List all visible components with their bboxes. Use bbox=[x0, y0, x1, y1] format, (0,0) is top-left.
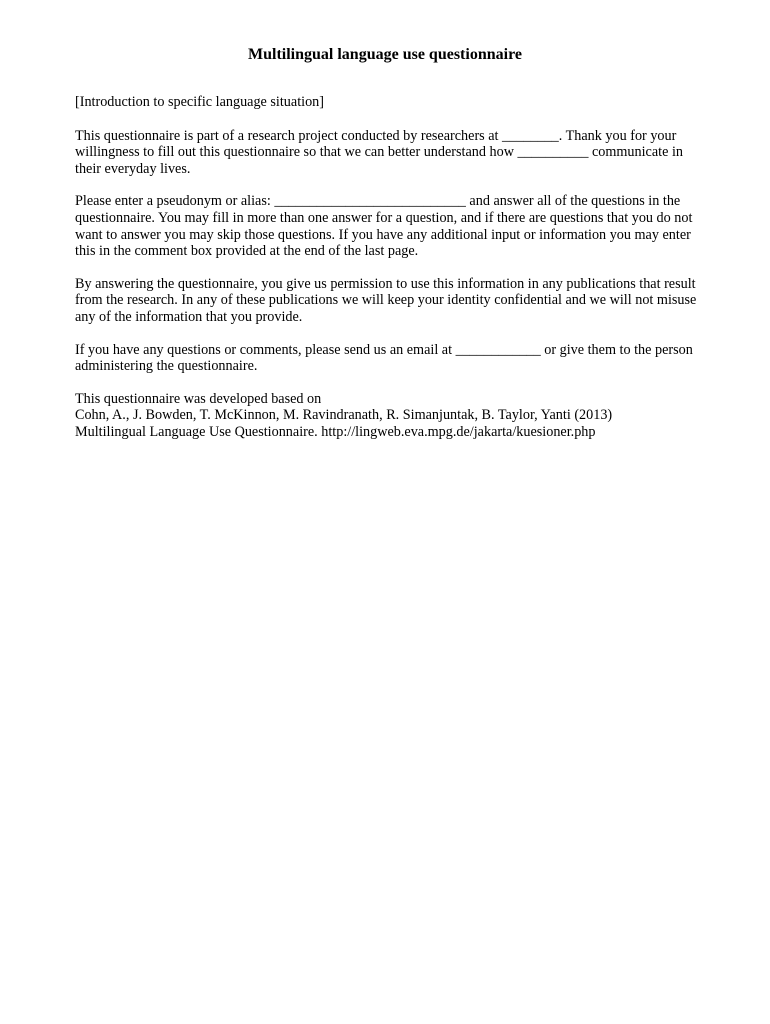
reference-source: Multilingual Language Use Questionnaire. http://lingweb.eva.mpg.de/jakarta/kuesioner.php bbox=[75, 423, 596, 440]
paragraph-contact: If you have any questions or comments, please send us an email at ____________ or give them to the person administering the questionnaire. bbox=[75, 341, 693, 375]
reference-block bbox=[75, 391, 700, 441]
reference-authors: Cohn, A., J. Bowden, T. McKinnon, M. Ravindranath, R. Simanjuntak, B. Taylor, Yanti (2013) bbox=[75, 407, 613, 424]
document-body bbox=[75, 94, 700, 441]
paragraph-pseudonym-instructions: Please enter a pseudonym or alias: ___________________________ and answer all of the questions in the questionnaire. You may fill in more than one answer for a question, and if there are questions that you do not want to answer you may skip those questions. If you have any additional input or information you may enter this in the comment box provided at the end of the last page. bbox=[75, 193, 693, 260]
reference-intro: This questionnaire was developed based on bbox=[75, 390, 322, 407]
page-title: Multilingual language use questionnaire bbox=[248, 46, 522, 63]
paragraph-research-project: This questionnaire is part of a research project conducted by researchers at ________. Thank you for your willingness to fill out this questionnaire so that we can better understand how __________ communicate in their everyday lives. bbox=[75, 127, 683, 177]
paragraph-permission: By answering the questionnaire, you give us permission to use this information in any publications that result from the research. In any of these publications we will keep your identity confidential and we will not misuse any of the information that you provide. bbox=[75, 275, 697, 325]
intro-placeholder: [Introduction to specific language situation] bbox=[75, 94, 324, 110]
